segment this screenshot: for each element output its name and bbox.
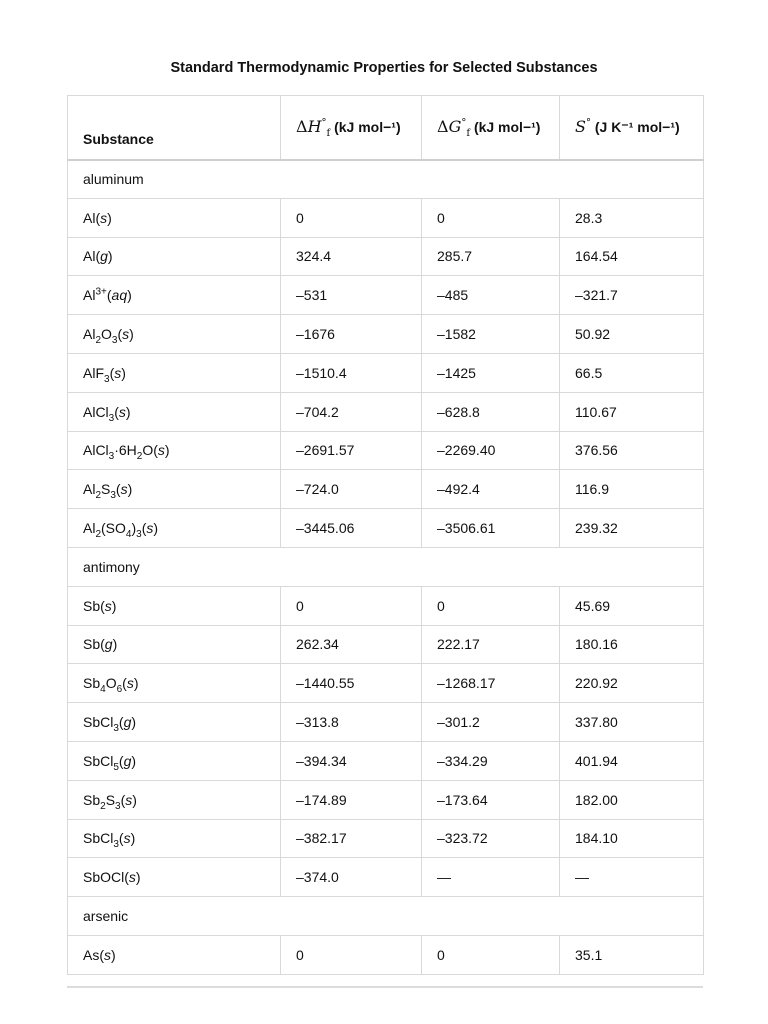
entropy-cell: 45.69 xyxy=(560,586,704,625)
column-header-substance: Substance xyxy=(68,96,281,160)
substance-cell: SbCl$_3$(g) xyxy=(68,703,281,742)
entropy-cell: 376.56 xyxy=(560,431,704,470)
table-row xyxy=(68,198,704,237)
enthalpy-cell: 0 xyxy=(281,586,422,625)
entropy-unit: (J K⁻¹ mol−¹) xyxy=(594,119,680,136)
enthalpy-cell: 0 xyxy=(281,935,422,974)
gibbs-cell: –2269.40 xyxy=(422,431,560,470)
column-header-gibbs xyxy=(422,96,560,160)
enthalpy-cell: –724.0 xyxy=(281,470,422,509)
table-row xyxy=(68,315,704,354)
substance-cell: SbCl$_3$(s) xyxy=(68,819,281,858)
substance-cell: $Al_2(SO_4)_3(s)$ xyxy=(68,509,281,548)
enthalpy-cell: –704.2 xyxy=(281,392,422,431)
enthalpy-cell: 262.34 xyxy=(281,625,422,664)
table-row xyxy=(68,509,704,548)
table-row xyxy=(68,625,704,664)
table-row xyxy=(68,819,704,858)
gibbs-cell: 0 xyxy=(422,586,560,625)
substance-cell: Sb(s) xyxy=(68,586,281,625)
substance-cell: SbCl$_5$(g) xyxy=(68,741,281,780)
substance-cell: Al(s) xyxy=(68,198,281,237)
table-caption: Standard Thermodynamic Properties for Selected Substances xyxy=(170,60,598,76)
entropy-cell: 28.3 xyxy=(560,198,704,237)
entropy-cell: 110.67 xyxy=(560,392,704,431)
enthalpy-cell: 324.4 xyxy=(281,237,422,276)
gibbs-cell: –1268.17 xyxy=(422,664,560,703)
substance-cell: $Al_2O_3(s)$ xyxy=(68,315,281,354)
gibbs-cell: — xyxy=(422,858,560,897)
gibbs-cell: 0 xyxy=(422,935,560,974)
table-row xyxy=(68,780,704,819)
enthalpy-cell: –374.0 xyxy=(281,858,422,897)
gibbs-cell: –334.29 xyxy=(422,741,560,780)
table-row xyxy=(68,392,704,431)
gibbs-cell: –1582 xyxy=(422,315,560,354)
gibbs-cell: –492.4 xyxy=(422,470,560,509)
substance-cell: AlCl$_3$(s) xyxy=(68,392,281,431)
entropy-cell: 116.9 xyxy=(560,470,704,509)
substance-cell: Al(g) xyxy=(68,237,281,276)
group-label: aluminum xyxy=(68,160,704,199)
table-row xyxy=(68,586,704,625)
column-header-entropy xyxy=(560,96,704,160)
gibbs-cell: –628.8 xyxy=(422,392,560,431)
enthalpy-cell: –1676 xyxy=(281,315,422,354)
substance-cell: Sb(g) xyxy=(68,625,281,664)
group-label: arsenic xyxy=(68,897,704,936)
gibbs-unit: (kJ mol−¹) xyxy=(473,119,541,136)
gibbs-symbol: $\Delta G^\circ_f$ xyxy=(437,117,471,140)
group-row xyxy=(68,897,704,936)
enthalpy-symbol: $\Delta H^\circ_f$ xyxy=(296,117,331,140)
entropy-cell: 337.80 xyxy=(560,703,704,742)
table-body xyxy=(68,160,704,975)
enthalpy-cell: –382.17 xyxy=(281,819,422,858)
substance-cell: SbOCl(s) xyxy=(68,858,281,897)
bottom-divider xyxy=(67,986,703,988)
substance-cell: $Sb_4O_6(s)$ xyxy=(68,664,281,703)
gibbs-cell: 285.7 xyxy=(422,237,560,276)
enthalpy-cell: –2691.57 xyxy=(281,431,422,470)
gibbs-cell: 222.17 xyxy=(422,625,560,664)
table-row xyxy=(68,935,704,974)
group-row xyxy=(68,160,704,199)
entropy-cell: 35.1 xyxy=(560,935,704,974)
entropy-cell: 401.94 xyxy=(560,741,704,780)
table-row xyxy=(68,237,704,276)
enthalpy-cell: –1510.4 xyxy=(281,353,422,392)
gibbs-cell: 0 xyxy=(422,198,560,237)
enthalpy-cell: –531 xyxy=(281,276,422,315)
group-label: antimony xyxy=(68,547,704,586)
gibbs-cell: –173.64 xyxy=(422,780,560,819)
enthalpy-cell: 0 xyxy=(281,198,422,237)
enthalpy-cell: –174.89 xyxy=(281,780,422,819)
table-row xyxy=(68,276,704,315)
substance-cell: $AlCl_3\cdot 6H_2O(s)$ xyxy=(68,431,281,470)
gibbs-cell: –323.72 xyxy=(422,819,560,858)
substance-cell: $Al_2S_3(s)$ xyxy=(68,470,281,509)
enthalpy-cell: –1440.55 xyxy=(281,664,422,703)
substance-cell: $Sb_2S_3(s)$ xyxy=(68,780,281,819)
substance-cell: As(s) xyxy=(68,935,281,974)
table-row xyxy=(68,431,704,470)
gibbs-cell: –1425 xyxy=(422,353,560,392)
entropy-symbol: S° xyxy=(575,117,591,137)
enthalpy-unit: (kJ mol−¹) xyxy=(334,119,401,136)
entropy-cell: 50.92 xyxy=(560,315,704,354)
substance-cell: $Al^{3+}(aq)$ xyxy=(68,276,281,315)
table-row xyxy=(68,741,704,780)
column-header-enthalpy xyxy=(281,96,422,160)
entropy-cell: –321.7 xyxy=(560,276,704,315)
entropy-cell: — xyxy=(560,858,704,897)
gibbs-cell: –301.2 xyxy=(422,703,560,742)
table-header xyxy=(68,96,704,160)
table-row xyxy=(68,470,704,509)
entropy-cell: 184.10 xyxy=(560,819,704,858)
entropy-cell: 182.00 xyxy=(560,780,704,819)
enthalpy-cell: –313.8 xyxy=(281,703,422,742)
entropy-cell: 164.54 xyxy=(560,237,704,276)
entropy-cell: 239.32 xyxy=(560,509,704,548)
enthalpy-cell: –394.34 xyxy=(281,741,422,780)
entropy-cell: 66.5 xyxy=(560,353,704,392)
entropy-cell: 180.16 xyxy=(560,625,704,664)
thermodynamic-table xyxy=(67,95,704,975)
group-row xyxy=(68,547,704,586)
entropy-cell: 220.92 xyxy=(560,664,704,703)
table-row xyxy=(68,703,704,742)
gibbs-cell: –485 xyxy=(422,276,560,315)
table-row xyxy=(68,353,704,392)
enthalpy-cell: –3445.06 xyxy=(281,509,422,548)
substance-cell: AlF$_3$(s) xyxy=(68,353,281,392)
header-row xyxy=(68,96,704,160)
table-row xyxy=(68,858,704,897)
gibbs-cell: –3506.61 xyxy=(422,509,560,548)
table-row xyxy=(68,664,704,703)
